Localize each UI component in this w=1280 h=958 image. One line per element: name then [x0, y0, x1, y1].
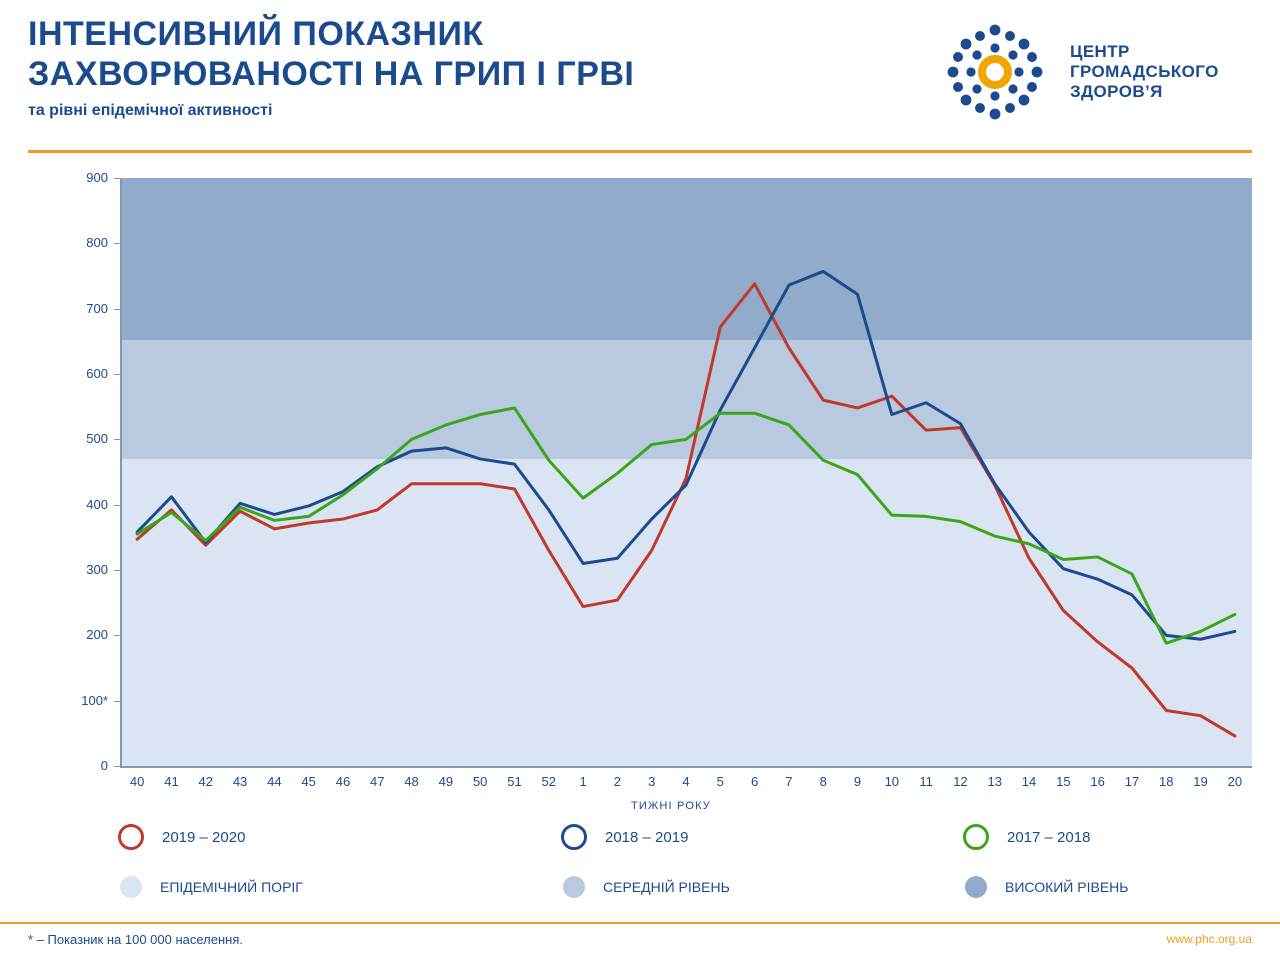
y-tick-label: 100*	[81, 692, 108, 708]
x-tick-label: 10	[884, 774, 900, 789]
footnote: * – Показник на 100 000 населення.	[28, 932, 244, 947]
x-tick-label: 52	[541, 774, 557, 789]
y-tick-label: 200	[86, 627, 108, 643]
y-tick-mark	[114, 766, 122, 767]
x-tick-label: 42	[198, 774, 213, 789]
legend-label: СЕРЕДНІЙ РІВЕНЬ	[603, 879, 730, 895]
phc-logo-icon	[940, 22, 1050, 122]
x-tick-label: 44	[267, 774, 282, 789]
logo-text	[1070, 42, 1219, 102]
x-tick-label: 7	[785, 774, 793, 789]
x-axis-line	[120, 766, 1252, 768]
x-tick-label: 15	[1056, 774, 1071, 789]
band-swatch-icon	[120, 876, 142, 898]
y-tick-label: 700	[86, 300, 108, 316]
x-tick-label: 20	[1227, 774, 1243, 789]
legend-item-band-0[interactable]	[120, 876, 303, 898]
series-line-1	[137, 271, 1235, 639]
logo-text-line1: ЦЕНТР	[1070, 42, 1130, 61]
x-tick-label: 12	[953, 774, 968, 789]
y-tick-label: 400	[86, 496, 108, 512]
x-tick-label: 2	[613, 774, 621, 789]
chart-plot-area	[81, 170, 1252, 789]
legend-item-series-2[interactable]	[963, 824, 1090, 850]
legend-label: ВИСОКИЙ РІВЕНЬ	[1005, 879, 1129, 895]
page-title-line1: ІНТЕНСИВНИЙ ПОКАЗНИК	[28, 15, 484, 53]
x-tick-label: 17	[1124, 774, 1140, 789]
logo-text-line3: ЗДОРОВ’Я	[1070, 82, 1163, 101]
legend-item-band-2[interactable]	[965, 876, 1128, 898]
x-tick-label: 48	[404, 774, 419, 789]
footer-divider	[0, 922, 1280, 924]
x-tick-label: 46	[335, 774, 351, 789]
legend-label: 2019 – 2020	[162, 828, 246, 846]
site-url[interactable]: www.phc.org.ua	[1166, 932, 1252, 946]
x-tick-label: 1	[579, 774, 587, 789]
legend-item-series-0[interactable]	[118, 824, 245, 850]
x-tick-label: 43	[232, 774, 248, 789]
x-tick-label: 16	[1090, 774, 1105, 789]
y-tick-label: 500	[86, 431, 108, 447]
x-tick-label: 45	[301, 774, 316, 789]
series-lines	[90, 178, 1252, 766]
x-tick-label: 8	[819, 774, 827, 789]
x-axis-title: ТИЖНІ РОКУ	[630, 800, 711, 812]
x-tick-label: 50	[472, 774, 488, 789]
x-tick-label: 41	[164, 774, 179, 789]
x-tick-label: 9	[853, 774, 862, 789]
x-tick-label: 18	[1159, 774, 1174, 789]
legend-label: 2018 – 2019	[605, 828, 689, 846]
chart-legend	[28, 820, 1252, 916]
x-tick-label: 4	[682, 774, 690, 789]
x-tick-label: 49	[438, 774, 454, 789]
header-divider	[28, 150, 1252, 153]
x-tick-label: 19	[1193, 774, 1208, 789]
series-line-0	[137, 284, 1235, 736]
x-tick-label: 14	[1021, 774, 1037, 789]
y-tick-label: 600	[86, 366, 108, 381]
legend-series-row	[28, 820, 1252, 860]
legend-label: 2017 – 2018	[1007, 828, 1091, 846]
legend-label: ЕПІДЕМІЧНИЙ ПОРІГ	[160, 879, 303, 895]
series-marker-icon	[561, 824, 587, 850]
x-tick-label: 13	[987, 774, 1002, 789]
series-marker-icon	[118, 824, 144, 850]
page-subtitle: та рівні епідемічної активності	[28, 102, 273, 119]
y-tick-label: 800	[86, 235, 108, 251]
title-block	[28, 14, 928, 120]
x-tick-label: 3	[648, 774, 656, 789]
y-tick-label: 0	[100, 758, 108, 773]
x-tick-label: 6	[750, 774, 759, 789]
chart	[28, 168, 1252, 812]
page-header	[0, 0, 1280, 152]
band-swatch-icon	[563, 876, 585, 898]
legend-item-band-1[interactable]	[563, 876, 730, 898]
legend-item-series-1[interactable]	[561, 824, 688, 850]
y-tick-label: 300	[86, 562, 108, 577]
page-title-line2: ЗАХВОРЮВАНОСТІ НА ГРИП І ГРВІ	[28, 55, 635, 93]
series-marker-icon	[963, 824, 989, 850]
x-tick-label: 51	[507, 774, 522, 789]
x-tick-label: 11	[919, 774, 933, 789]
x-tick-label: 47	[370, 774, 385, 789]
band-swatch-icon	[965, 876, 987, 898]
logo	[940, 18, 1260, 128]
logo-text-line2: ГРОМАДСЬКОГО	[1070, 62, 1219, 81]
x-tick-label: 5	[716, 774, 724, 789]
y-tick-label: 900	[86, 170, 108, 185]
legend-bands-row	[28, 872, 1252, 912]
x-tick-label: 40	[129, 774, 145, 789]
